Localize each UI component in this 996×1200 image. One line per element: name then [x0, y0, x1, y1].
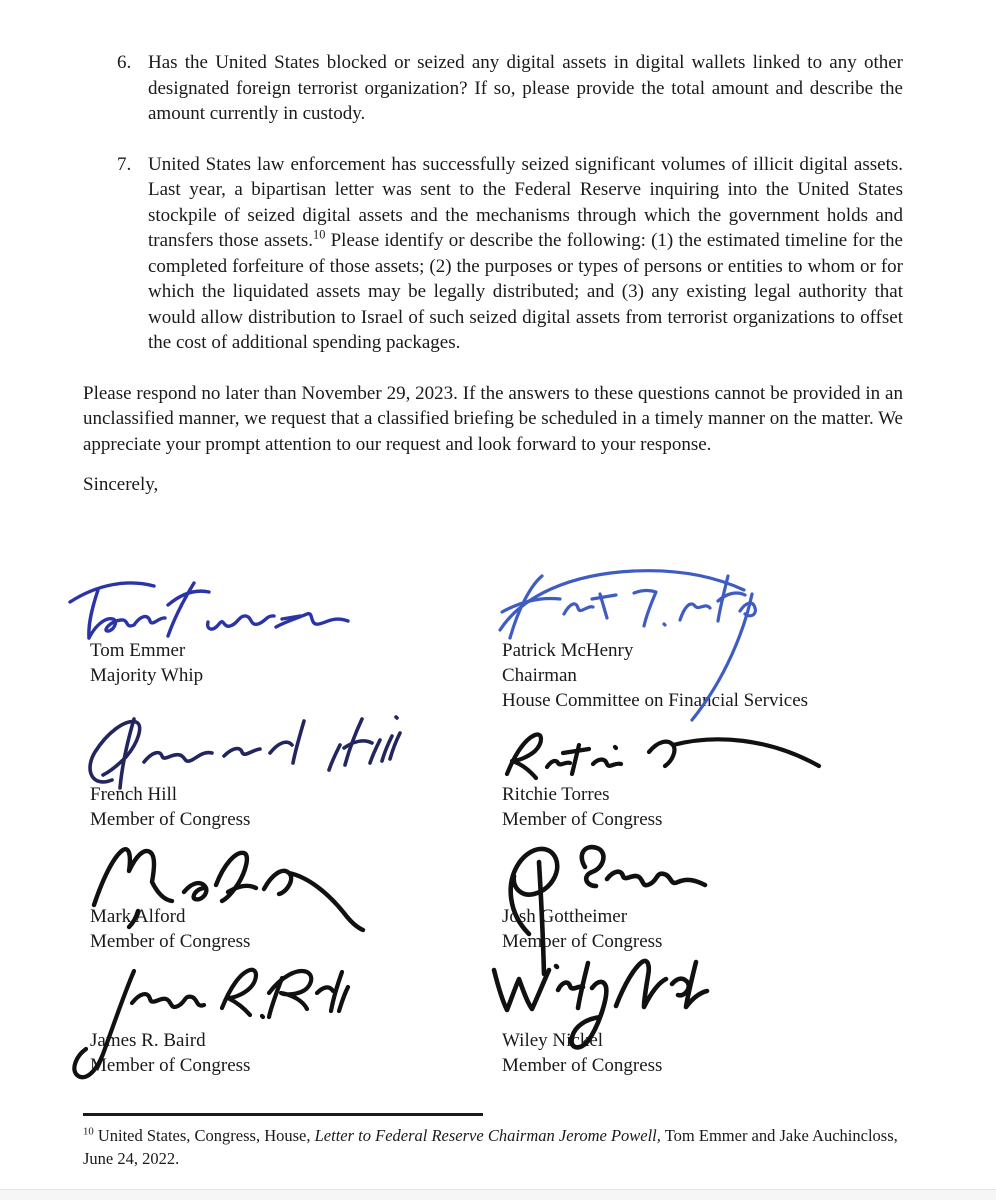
signatory-title: Chairman: [502, 665, 577, 686]
signatory-title: Member of Congress: [90, 931, 251, 952]
signatory-name: James R. Baird: [90, 1030, 206, 1051]
signatory-name: Josh Gottheimer: [502, 906, 628, 927]
signature-block-wiley-nickel: [502, 1028, 662, 1078]
signatory-name: Wiley Nickel: [502, 1030, 604, 1051]
signatory-name: French Hill: [90, 784, 178, 805]
signatory-title: Member of Congress: [502, 809, 663, 830]
valediction: Sincerely,: [83, 474, 159, 495]
list-item-7: [117, 152, 903, 356]
footnote-reference: 10: [313, 227, 326, 242]
signatory-organization: House Committee on Financial Services: [502, 690, 809, 711]
list-item-6: [117, 50, 903, 127]
item-number: 6.: [117, 52, 132, 73]
footnote-rule: [83, 1113, 483, 1116]
footnote-marker: 10: [83, 1125, 94, 1138]
signature-block-ritchie-torres: [502, 782, 662, 832]
footnote-citation-title: Letter to Federal Reserve Chairman Jerome Powell,: [314, 1126, 661, 1145]
item-text: [148, 152, 903, 356]
signatory-title: Member of Congress: [502, 1055, 663, 1076]
signature-block-french-hill: [90, 782, 250, 832]
signature-block-mark-alford: [90, 904, 250, 954]
item-number: 7.: [117, 153, 132, 175]
item-text: Has the United States blocked or seized any digital assets in digital wallets linked to any other designated foreign terrorist organization? If so, please provide the total amount and describe the amount currently in custody.: [148, 52, 903, 124]
signature-block-patrick-mchenry: [502, 638, 808, 713]
signatory-name: Patrick McHenry: [502, 640, 634, 661]
closing-paragraph: Please respond no later than November 29, 2023. If the answers to these questions cannot be provided in an unclassified manner, we request that a classified briefing be scheduled in a timely manner on the matter. We appreciate your prompt attention to our request and look forward to your response.: [83, 382, 903, 455]
signature-block-james-baird: [90, 1028, 250, 1078]
footnote-text-segment: United States, Congress, House,: [93, 1126, 315, 1145]
footnote-text: [83, 1124, 925, 1170]
item-text-segment: United States law enforcement has successfully seized significant volumes of illicit digital assets. Last year, a bipartisan letter was sent to the Federal Reserve inquiring into the United States stockpile of seized digital assets and the mechanisms through which the government holds and transfers those assets.: [148, 153, 903, 251]
signature-block-tom-emmer: [90, 638, 203, 688]
signatory-name: Mark Alford: [90, 906, 186, 927]
signature-ritchie-torres: [497, 730, 827, 782]
item-text-segment: Please identify or describe the following: (1) the estimated timeline for the completed forfeiture of those assets; (2) the purposes or types of persons or entities to whom or for which the liquidated assets may be legally distributed; and (3) any existing legal authority that would allow distribution to Israel of such seized digital assets from terrorist organizations to offset the cost of additional spending packages.: [148, 230, 903, 353]
signatory-title: Member of Congress: [502, 931, 663, 952]
signatory-name: Tom Emmer: [90, 640, 186, 661]
signature-block-josh-gottheimer: [502, 904, 662, 954]
signature-tom-emmer: [62, 574, 352, 646]
signatory-name: Ritchie Torres: [502, 784, 610, 805]
signatory-title: Majority Whip: [90, 665, 204, 686]
footnote-text-segment: Tom Emmer and Jake Auchincloss, June 24, 2022.: [83, 1126, 898, 1168]
signatory-title: Member of Congress: [90, 1055, 251, 1076]
page-bottom-edge: [0, 1189, 996, 1200]
letter-body: [83, 50, 903, 498]
signatory-title: Member of Congress: [90, 809, 251, 830]
